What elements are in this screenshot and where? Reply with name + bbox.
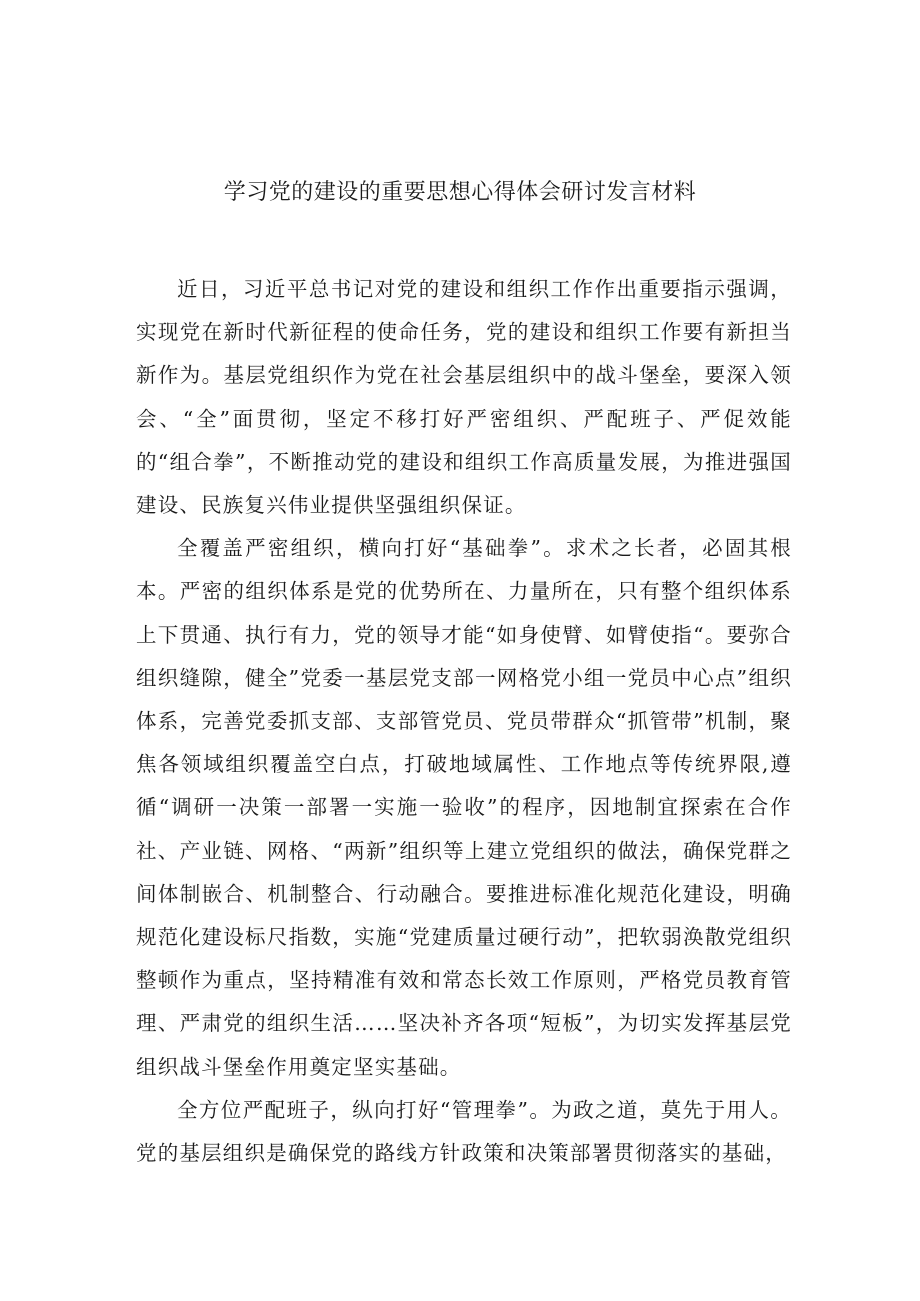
paragraph-leadership: 全方位严配班子，纵向打好“管理拳”。为政之道，莫先于用人。党的基层组织是确保党的路线方针政策和决策部署贯彻落实的基础， [136,1097,792,1166]
document-title: 学习党的建设的重要思想心得体会研讨发言材料 [223,180,697,205]
document-body [136,268,792,1175]
paragraph-organization: 全覆盖严密组织，横向打好“基础拳”。求术之长者，必固其根本。严密的组织体系是党的优势所在、力量所在，只有整个组织体系上下贯通、执行有力，党的领导才能“如身使臂、如臂使指“。要弥合组织缝隙，健全”党委一基层党支部一网格党小组一党员中心点”组织体系，完善党委抓支部、支部管党员、党员带群众“抓管带”机制，聚焦各领域组织覆盖空白点，打破地域属性、工作地点等传统界限,遵循“调研一决策一部署一实施一验收”的程序，因地制宜探索在合作社、产业链、网格、“两新”组织等上建立党组织的做法，确保党群之间体制嵌合、机制整合、行动融合。要推进标准化规范化建设，明确规范化建设标尺指数，实施“党建质量过硬行动”，把软弱涣散党组织整顿作为重点，坚持精准有效和常态长效工作原则，严格党员教育管理、严肃党的组织生活……坚决补齐各项“短板”，为切实发挥基层党组织战斗堡垒作用奠定坚实基础。 [136,536,792,1079]
paragraph-intro: 近日，习近平总书记对党的建设和组织工作作出重要指示强调，实现党在新时代新征程的使命任务，党的建设和组织工作要有新担当新作为。基层党组织作为党在社会基层组织中的战斗堡垒，要深入领会、“全”面贯彻，坚定不移打好严密组织、严配班子、严促效能的“组合拳”，不断推动党的建设和组织工作高质量发展，为推进强国建设、民族复兴伟业提供坚强组织保证。 [136,277,792,518]
